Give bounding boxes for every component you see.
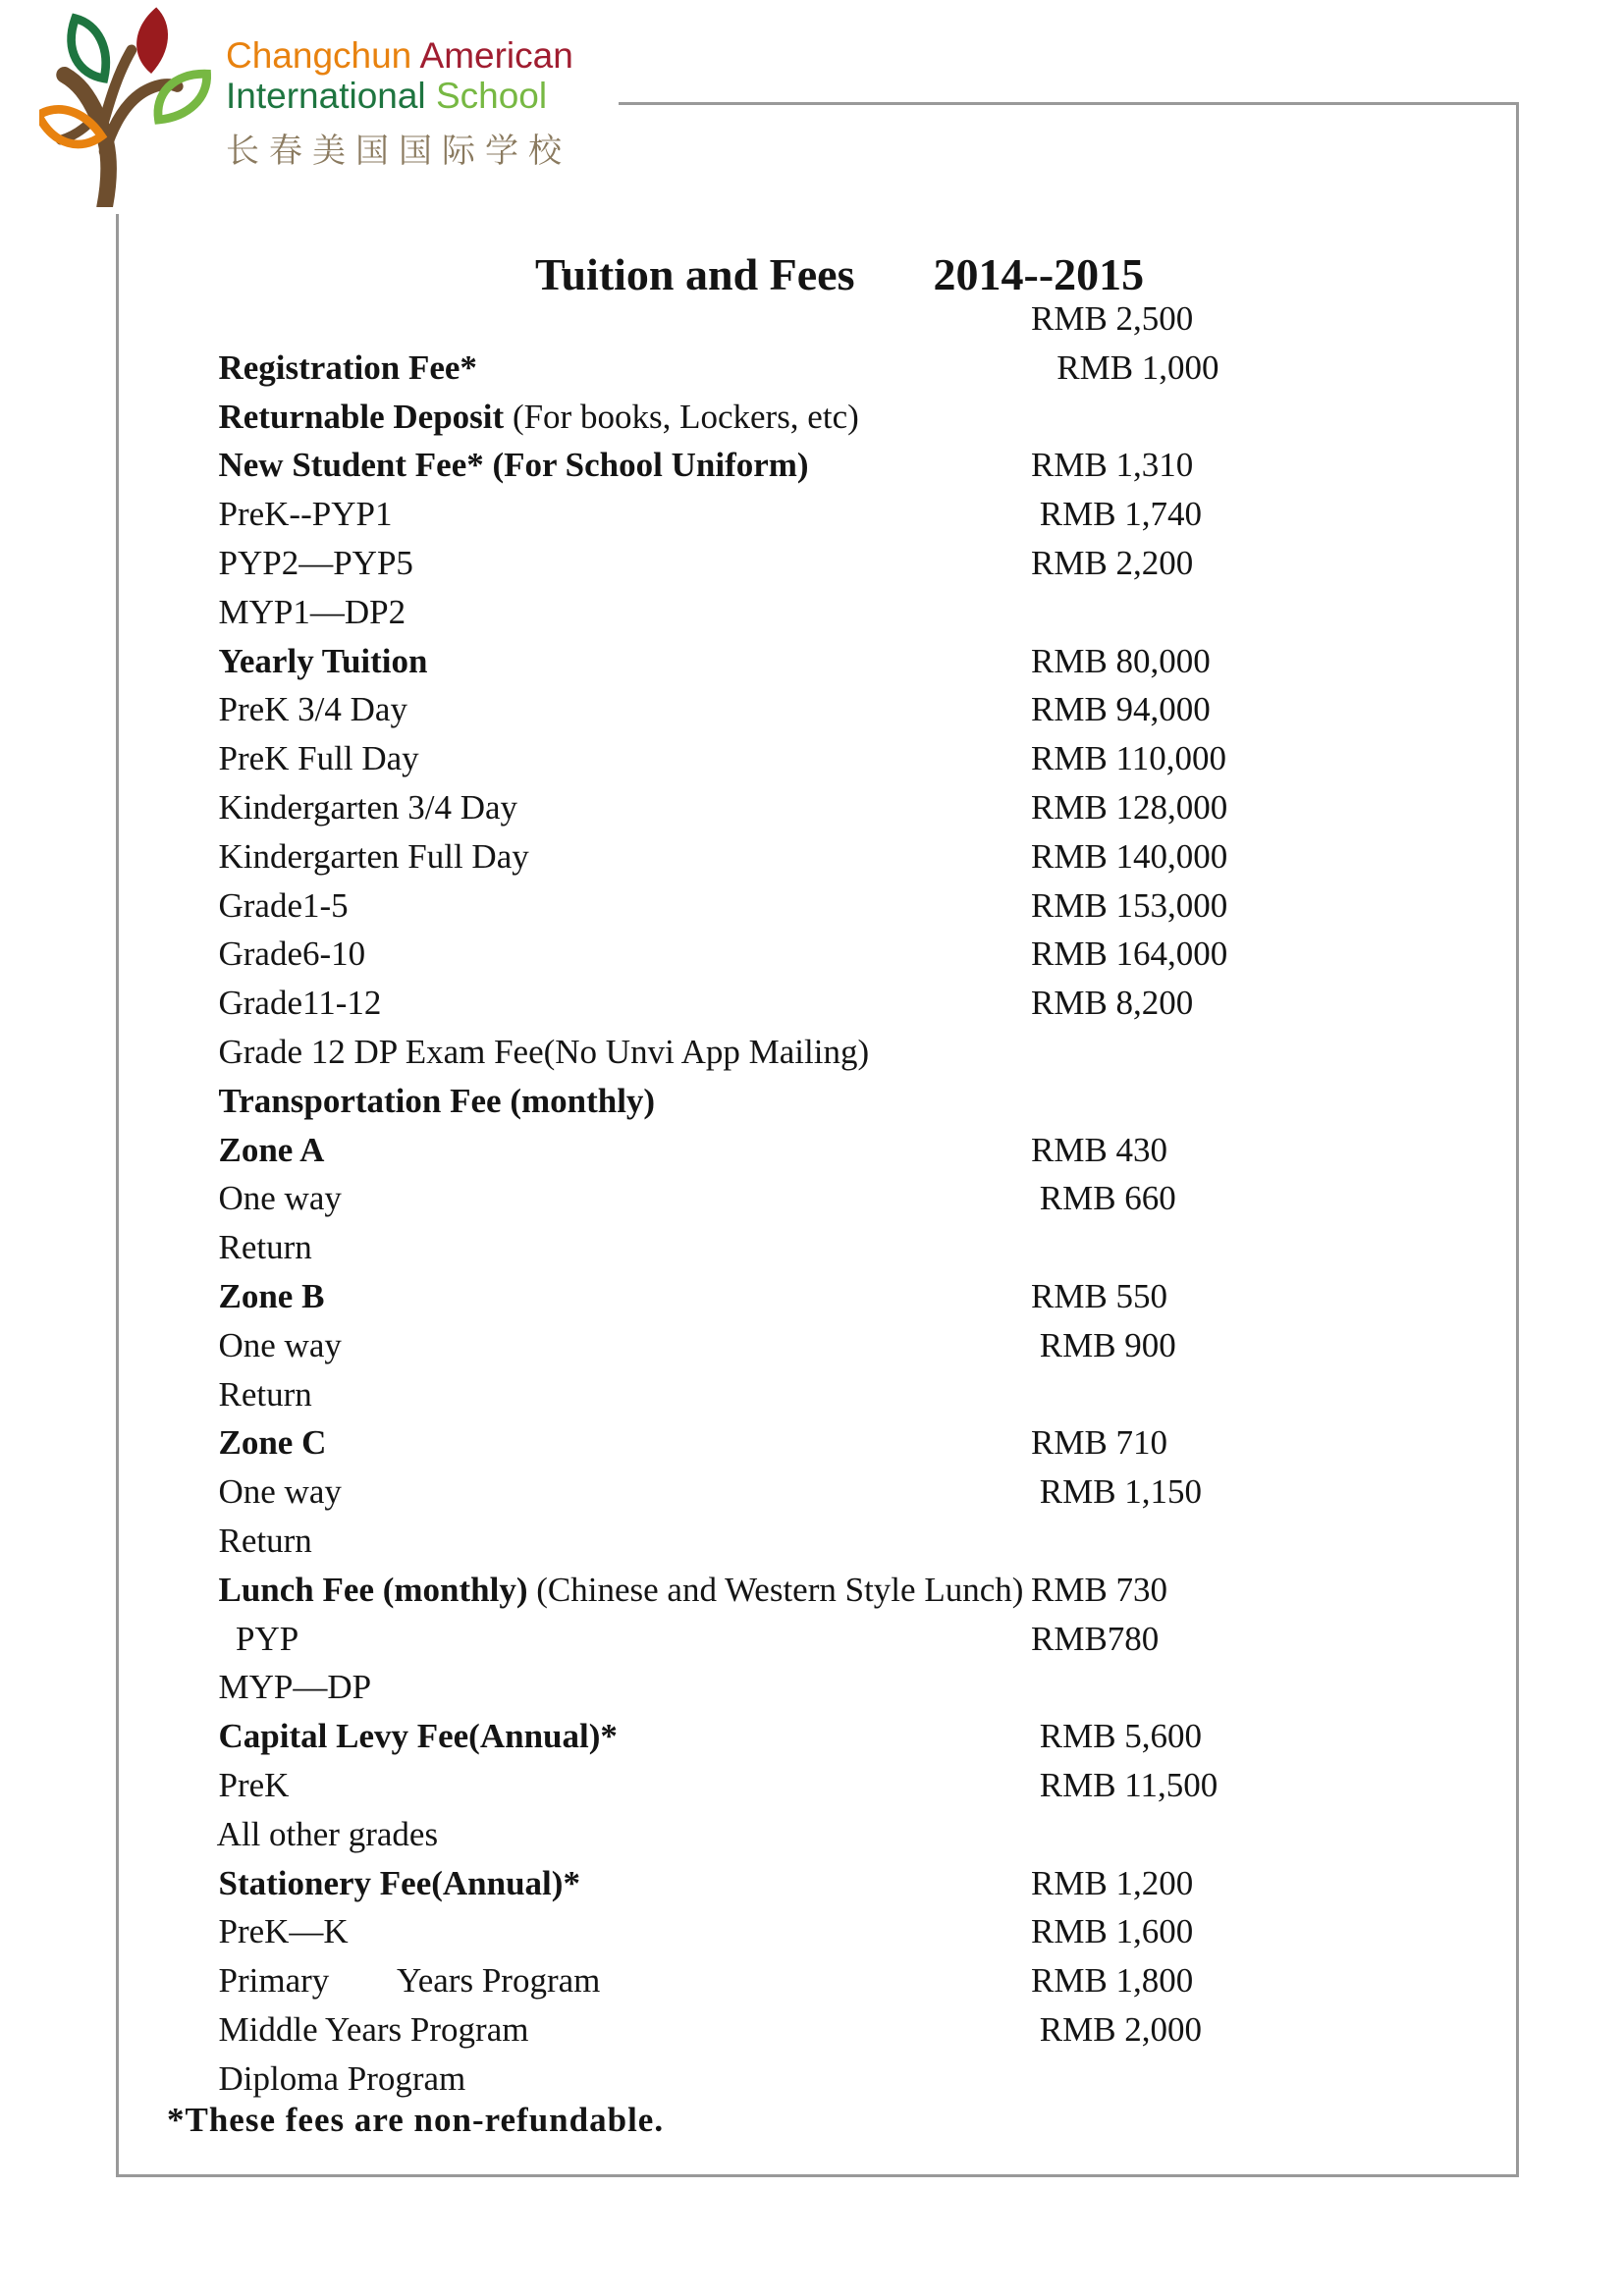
school-logo (39, 6, 619, 214)
fee-amount: RMB 660 (1031, 1179, 1176, 1218)
fee-amount: RMB 8,200 (1031, 984, 1194, 1023)
fee-amount: RMB 2,500 (1031, 299, 1194, 338)
fee-amount: RMB 164,000 (1031, 934, 1228, 974)
fee-label: PreK Full Day (218, 739, 419, 778)
fee-amount: RMB 430 (1031, 1130, 1168, 1169)
fee-amount: RMB 1,200 (1031, 1863, 1194, 1902)
fee-table (167, 294, 1404, 2098)
fee-label: MYP—DP (218, 1668, 372, 1707)
fee-amount: RMB 1,310 (1031, 446, 1194, 485)
fee-amount: RMB780 (1031, 1619, 1160, 1658)
fee-label: Diploma Program (218, 2058, 466, 2098)
fee-label: One way (218, 1325, 342, 1364)
fee-row (167, 1321, 1404, 1414)
fee-label: Zone C (218, 1423, 327, 1463)
fee-label: Kindergarten 3/4 Day (218, 787, 518, 827)
fee-label: Return (218, 1374, 312, 1414)
fee-label: PYP (218, 1619, 299, 1658)
fee-label: PreK (218, 1765, 290, 1804)
fee-label: Stationery Fee(Annual)* (218, 1863, 580, 1902)
fee-label: Transportation Fee (monthly) (218, 1081, 656, 1120)
fee-amount: RMB 140,000 (1031, 836, 1228, 876)
fee-label: Capital Levy Fee(Annual)* (218, 1717, 618, 1756)
page-title-years: 2014--2015 (933, 249, 1145, 299)
page-title-text: Tuition and Fees (535, 249, 855, 299)
fee-amount: RMB 80,000 (1031, 641, 1211, 680)
fee-label: Returnable Deposit (For books, Lockers, etc) (218, 397, 859, 436)
fee-amount: RMB 730 (1031, 1570, 1168, 1609)
fee-label: Kindergarten Full Day (218, 836, 529, 876)
fee-amount: RMB 710 (1031, 1423, 1168, 1463)
fee-label: MYP1—DP2 (218, 592, 406, 631)
school-name-chinese: 长春美国国际学校 (226, 132, 571, 170)
tree-logo-icon (39, 6, 216, 207)
fee-row (167, 979, 1404, 1071)
school-name-international: International (226, 76, 426, 117)
fee-row (167, 1468, 1404, 1560)
fee-label: PYP2—PYP5 (218, 543, 413, 582)
fee-amount: RMB 128,000 (1031, 787, 1228, 827)
school-name-line1 (226, 35, 573, 76)
fee-row (167, 1615, 1404, 1707)
school-name-line2 (226, 76, 573, 116)
fee-label: One way (218, 1472, 342, 1512)
fee-row (167, 1761, 1404, 1853)
footnote: *These fees are non-refundable. (167, 2101, 665, 2139)
fee-row (167, 1174, 1404, 1267)
fee-label: Grade11-12 (218, 984, 382, 1023)
fee-label: Return (218, 1228, 312, 1267)
fee-label: Lunch Fee (monthly) (Chinese and Western Style Lunch) (218, 1570, 1024, 1609)
fee-row (167, 539, 1404, 631)
fee-label: PreK 3/4 Day (218, 690, 407, 729)
fee-label: All other grades (216, 1814, 439, 1853)
fee-label: New Student Fee* (For School Uniform) (218, 446, 809, 485)
fee-amount: RMB 5,600 (1031, 1717, 1203, 1756)
fee-amount: RMB 1,150 (1031, 1472, 1203, 1512)
fee-label: Grade1-5 (218, 885, 349, 925)
fee-label: PreK—K (218, 1912, 349, 1951)
fee-label: PreK--PYP1 (218, 495, 393, 534)
fee-label: Primary Years Program (218, 1961, 601, 2001)
school-name-changchun: Changchun (226, 35, 412, 76)
fee-amount: RMB 550 (1031, 1276, 1168, 1315)
fee-label: Return (218, 1521, 312, 1560)
fee-amount: RMB 11,500 (1031, 1765, 1218, 1804)
fee-row (167, 2005, 1404, 2098)
school-name-american: American (419, 35, 573, 76)
fee-label: Middle Years Program (218, 2009, 529, 2049)
fee-amount: RMB 153,000 (1031, 885, 1228, 925)
fee-label: One way (218, 1179, 342, 1218)
school-name (226, 6, 573, 170)
fee-label: Zone A (218, 1130, 325, 1169)
fee-label: Yearly Tuition (218, 641, 428, 680)
fee-row (167, 344, 1404, 436)
fee-amount: RMB 2,200 (1031, 543, 1194, 582)
fee-amount: RMB 1,740 (1031, 495, 1203, 534)
fee-label: Grade 12 DP Exam Fee(No Unvi App Mailing) (218, 1032, 870, 1071)
fee-amount: RMB 900 (1031, 1325, 1176, 1364)
fee-amount: RMB 110,000 (1031, 739, 1227, 778)
fee-amount: RMB 1,600 (1031, 1912, 1194, 1951)
fee-label: Registration Fee* (218, 347, 477, 387)
fee-amount: RMB 1,800 (1031, 1961, 1194, 2001)
fee-row (167, 1028, 1404, 1120)
fee-label: Grade6-10 (218, 934, 366, 974)
fee-amount: RMB 1,000 (1031, 347, 1219, 387)
fee-amount: RMB 94,000 (1031, 690, 1211, 729)
fee-amount: RMB 2,000 (1031, 2009, 1203, 2049)
fee-label: Zone B (218, 1276, 325, 1315)
school-name-school: School (435, 76, 548, 117)
